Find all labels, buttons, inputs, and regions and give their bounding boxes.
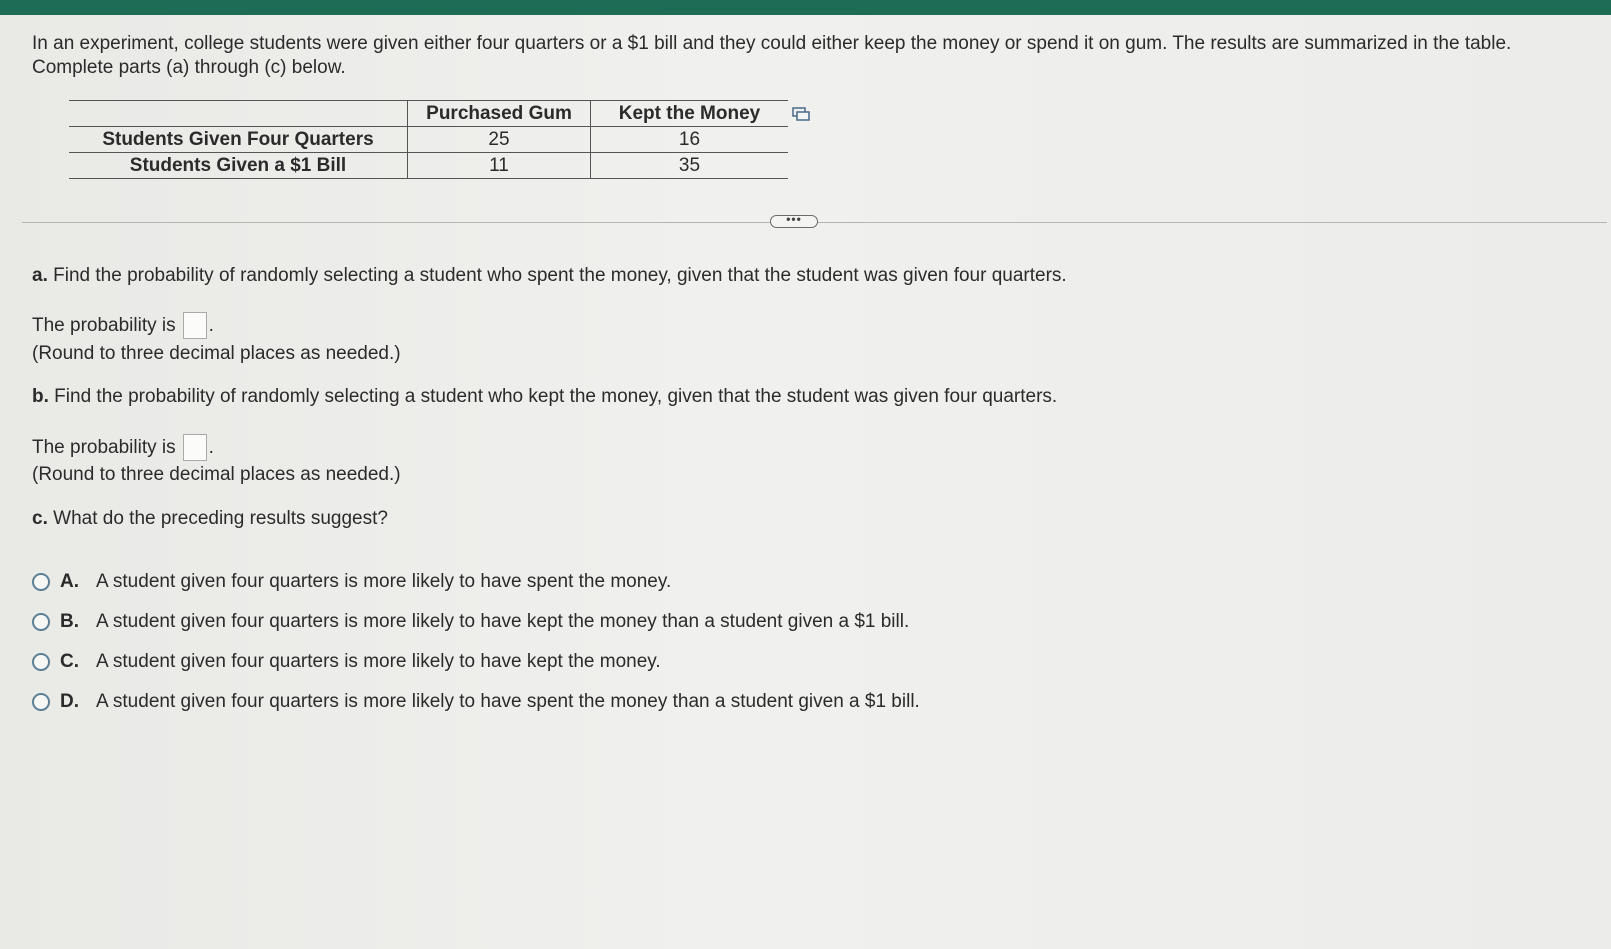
part-a-question xyxy=(32,264,1067,288)
part-a-label: a. xyxy=(32,265,48,286)
option-d[interactable] xyxy=(32,689,920,715)
part-c-question xyxy=(32,507,388,531)
problem-statement-line-1: In an experiment, college students were given either four quarters or a $1 bill and they could either keep the money or spend it on gum. The results are summarized in the table. xyxy=(32,33,1512,54)
part-a-answer-line xyxy=(32,312,214,339)
part-b-hint: (Round to three decimal places as needed.) xyxy=(32,464,401,485)
results-table xyxy=(69,100,788,179)
part-b-text: Find the probability of randomly selecting a student who kept the money, given that the student was given four quarters. xyxy=(54,386,1058,407)
row-label-one-dollar-bill: Students Given a $1 Bill xyxy=(69,153,408,179)
part-a-answer-suffix: . xyxy=(208,314,214,336)
part-b-question xyxy=(32,385,1057,409)
option-c-text[interactable]: A student given four quarters is more likely to have kept the money. xyxy=(96,651,661,672)
table-header-blank xyxy=(69,101,408,127)
part-b-answer-prefix: The probability is xyxy=(32,436,176,458)
option-c[interactable] xyxy=(32,649,661,675)
cell-quarters-purchased-gum: 25 xyxy=(408,127,591,153)
option-b-text[interactable]: A student given four quarters is more likely to have kept the money than a student given a $1 bill. xyxy=(96,611,910,632)
table-row xyxy=(69,153,788,179)
copy-icon[interactable] xyxy=(792,107,810,121)
part-c-text: What do the preceding results suggest? xyxy=(53,508,388,529)
option-b-radio[interactable] xyxy=(32,613,50,631)
part-a-hint: (Round to three decimal places as needed.) xyxy=(32,343,401,364)
part-c-label: c. xyxy=(32,508,48,529)
table-header-kept-money: Kept the Money xyxy=(591,101,789,127)
cell-bill-purchased-gum: 11 xyxy=(408,153,591,179)
table-header-row xyxy=(69,101,788,127)
part-b-answer-input[interactable] xyxy=(183,434,207,461)
option-d-letter: D. xyxy=(60,691,79,712)
part-a-answer-input[interactable] xyxy=(183,312,207,339)
option-a-text[interactable]: A student given four quarters is more likely to have spent the money. xyxy=(96,571,672,592)
top-header-bar xyxy=(0,0,1611,15)
option-a[interactable] xyxy=(32,569,671,595)
option-b[interactable] xyxy=(32,609,909,635)
problem-statement xyxy=(32,32,1602,80)
part-a-text: Find the probability of randomly selecting a student who spent the money, given that the student was given four quarters. xyxy=(53,265,1067,286)
cell-quarters-kept-money: 16 xyxy=(591,127,789,153)
option-d-text[interactable]: A student given four quarters is more likely to have spent the money than a student given a $1 bill. xyxy=(96,691,920,712)
expand-more-button[interactable]: ••• xyxy=(770,215,818,228)
part-b-answer-line xyxy=(32,434,214,461)
option-c-radio[interactable] xyxy=(32,653,50,671)
option-d-radio[interactable] xyxy=(32,693,50,711)
option-b-letter: B. xyxy=(60,611,79,632)
part-a-answer-prefix: The probability is xyxy=(32,314,176,336)
part-b-label: b. xyxy=(32,386,49,407)
option-a-letter: A. xyxy=(60,571,79,592)
option-c-letter: C. xyxy=(60,651,79,672)
row-label-four-quarters: Students Given Four Quarters xyxy=(69,127,408,153)
cell-bill-kept-money: 35 xyxy=(591,153,789,179)
table-header-purchased-gum: Purchased Gum xyxy=(408,101,591,127)
problem-statement-line-2: Complete parts (a) through (c) below. xyxy=(32,57,346,78)
table-row xyxy=(69,127,788,153)
part-b-answer-suffix: . xyxy=(208,436,214,458)
option-a-radio[interactable] xyxy=(32,573,50,591)
